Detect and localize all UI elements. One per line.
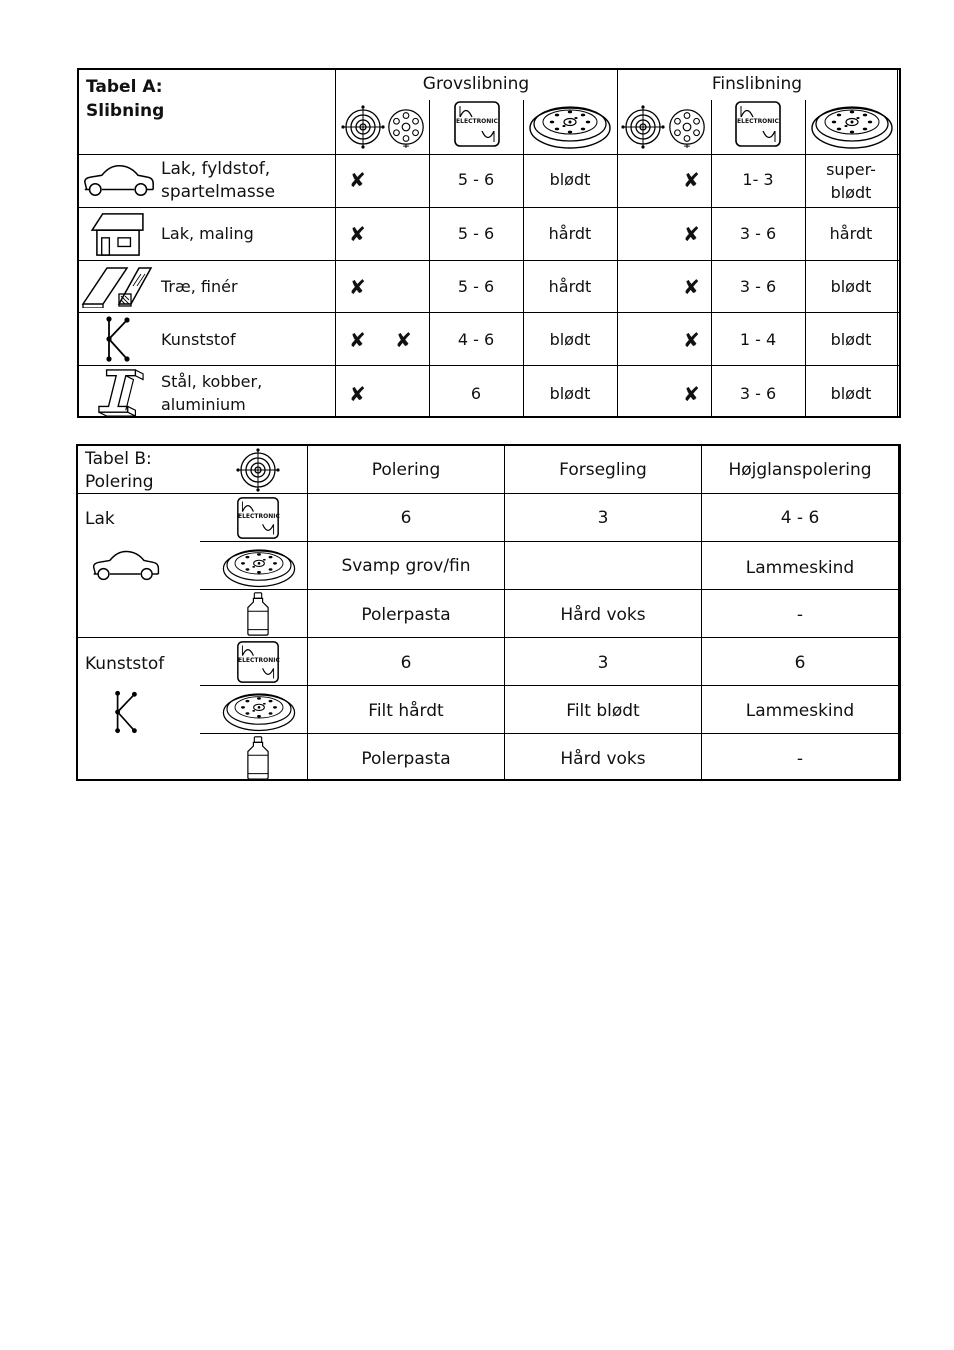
coarse-speed: 5 - 6 (457, 224, 495, 243)
house-icon (89, 211, 147, 257)
fine-pad-line1: super- (826, 160, 876, 179)
table-b-grid (76, 444, 901, 781)
multihole-pad-icon (385, 105, 427, 149)
material-label-line1: Lak, fyldstof, (161, 159, 271, 179)
seal-speed: 3 (597, 508, 609, 528)
material-label: Træ, finér (161, 277, 238, 296)
material-label-line1: Stål, kobber, (161, 372, 263, 391)
sanding-pad-icon (809, 98, 895, 152)
plastic-molecule-icon (112, 690, 140, 734)
coarse-pad: hårdt (548, 277, 592, 296)
fine-speed: 1- 3 (742, 170, 774, 189)
seal-speed: 3 (597, 653, 609, 673)
table-b-title-line1: Tabel B: (85, 449, 152, 469)
recommended-mark: ✘ (349, 168, 366, 192)
target-orbit-icon (621, 105, 665, 149)
recommended-mark: ✘ (349, 382, 366, 406)
plastic-molecule-icon (103, 316, 133, 362)
electronic-label: ELECTRONIC (456, 118, 498, 125)
wood-planks-icon (81, 264, 153, 308)
gloss-pad: Lammeskind (745, 701, 855, 721)
electronic-speed-icon (236, 496, 280, 540)
material-label: Kunststof (161, 330, 236, 349)
gloss-speed: 6 (794, 653, 806, 673)
recommended-mark: ✘ (683, 275, 700, 299)
sanding-pad-icon (220, 542, 298, 590)
gloss-agent: - (796, 749, 804, 769)
fine-pad: blødt (830, 384, 872, 403)
fine-speed: 3 - 6 (739, 224, 777, 243)
coarse-speed: 6 (470, 384, 482, 403)
coarse-pad: blødt (549, 330, 591, 349)
recommended-mark: ✘ (683, 168, 700, 192)
material-label: Kunststof (85, 654, 165, 674)
fine-group-label: Finslibning (711, 74, 803, 94)
recommended-mark: ✘ (683, 382, 700, 406)
polish-agent: Polerpasta (361, 749, 451, 769)
car-icon (90, 546, 162, 584)
material-label: Lak, maling (161, 224, 254, 243)
seal-pad: Filt blødt (566, 701, 640, 721)
material-label: Lak (85, 509, 115, 529)
table-a-grid (77, 68, 901, 418)
fine-pad (805, 158, 897, 204)
coarse-speed: 5 - 6 (457, 170, 495, 189)
coarse-speed: 5 - 6 (457, 277, 495, 296)
coarse-speed: 4 - 6 (457, 330, 495, 349)
gloss-pad: Lammeskind (745, 558, 855, 578)
table-b-title-line2: Polering (85, 472, 154, 492)
steel-beam-icon (97, 368, 145, 418)
seal-agent: Hård voks (560, 605, 646, 625)
material-label (161, 158, 275, 204)
car-icon (81, 160, 157, 200)
table-a-title (86, 75, 164, 123)
electronic-speed-icon (734, 100, 782, 150)
polish-speed: 6 (400, 653, 412, 673)
fine-speed: 1 - 4 (739, 330, 777, 349)
recommended-mark: ✘ (349, 328, 366, 352)
fine-pad: hårdt (829, 224, 873, 243)
polish-speed: 6 (400, 508, 412, 528)
polish-agent: Polerpasta (361, 605, 451, 625)
material-label (161, 370, 262, 416)
coarse-group-label: Grovslibning (422, 74, 530, 94)
target-orbit-icon (236, 448, 280, 492)
polish-bottle-icon (244, 735, 272, 781)
target-orbit-icon (341, 105, 385, 149)
fine-pad: blødt (830, 277, 872, 296)
seal-agent: Hård voks (560, 749, 646, 769)
col-gloss-header: Højglanspolering (728, 460, 872, 480)
coarse-pad: blødt (549, 170, 591, 189)
electronic-label: ELECTRONIC (238, 513, 280, 520)
polish-pad: Svamp grov/fin (341, 556, 471, 576)
recommended-mark: ✘ (683, 328, 700, 352)
gloss-agent: - (796, 605, 804, 625)
multihole-pad-icon (666, 105, 708, 149)
fine-speed: 3 - 6 (739, 384, 777, 403)
electronic-speed-icon (236, 640, 280, 684)
col-polish-header: Polering (371, 460, 441, 480)
fine-speed: 3 - 6 (739, 277, 777, 296)
coarse-pad: blødt (549, 384, 591, 403)
col-seal-header: Forsegling (559, 460, 647, 480)
material-label-line2: aluminium (161, 395, 246, 414)
electronic-label: ELECTRONIC (737, 118, 779, 125)
sanding-pad-icon (527, 98, 613, 152)
recommended-mark: ✘ (683, 222, 700, 246)
electronic-label: ELECTRONIC (238, 657, 280, 664)
table-a-title-line1: Tabel A: (86, 77, 163, 97)
material-label-line2: spartelmasse (161, 182, 276, 202)
electronic-speed-icon (453, 100, 501, 150)
sanding-pad-icon (220, 686, 298, 734)
fine-pad: blødt (830, 330, 872, 349)
polish-pad: Filt hårdt (368, 701, 444, 721)
recommended-mark: ✘ (395, 328, 412, 352)
polish-bottle-icon (244, 591, 272, 637)
recommended-mark: ✘ (349, 222, 366, 246)
fine-pad-line2: blødt (830, 183, 872, 202)
coarse-pad: hårdt (548, 224, 592, 243)
recommended-mark: ✘ (349, 275, 366, 299)
gloss-speed: 4 - 6 (780, 508, 820, 528)
table-a-title-line2: Slibning (86, 101, 165, 121)
table-b-title (85, 448, 154, 494)
